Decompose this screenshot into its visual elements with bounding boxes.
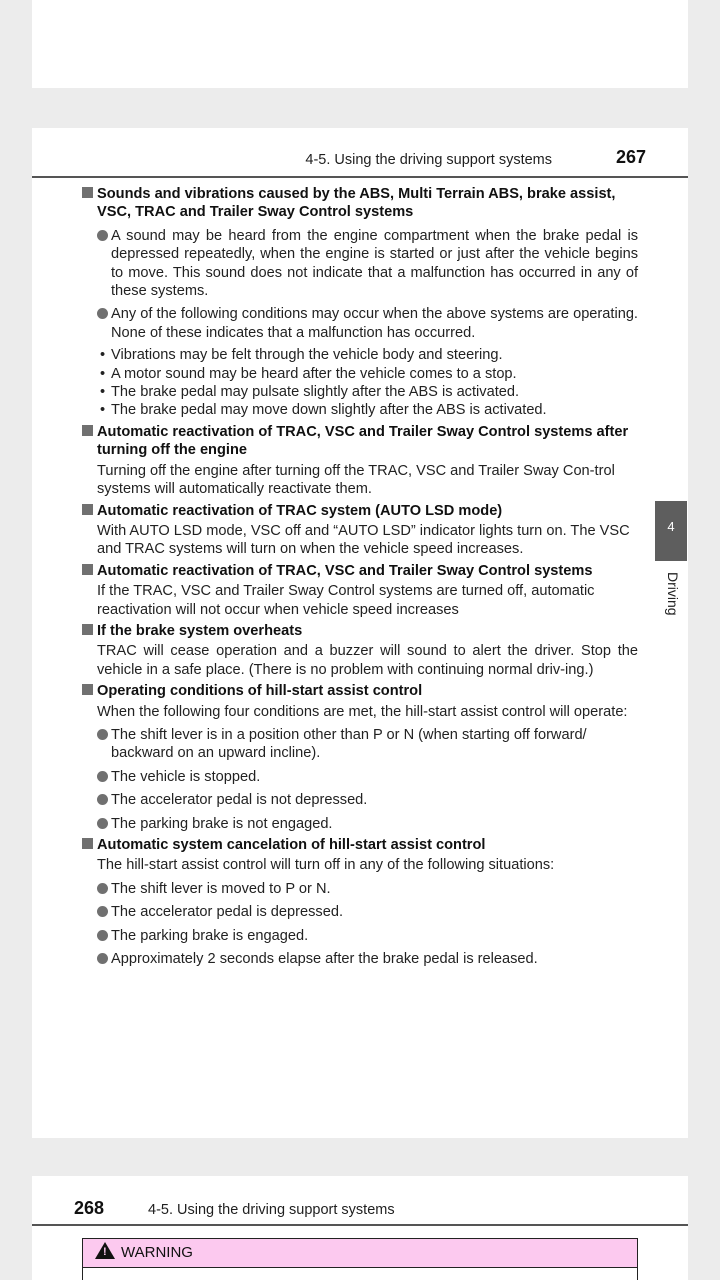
list-item: • The brake pedal may move down slightly after the ABS is activated. — [100, 402, 547, 419]
page-header — [32, 128, 688, 178]
list-item: • The brake pedal may pulsate slightly after the ABS is activated. — [100, 384, 520, 401]
heading-reactivation-engine-off: Automatic reactivation of TRAC, VSC and Trailer Sway Control systems after turning off the engine — [82, 423, 638, 460]
circle-bullet-icon — [97, 729, 108, 740]
page-267 — [32, 128, 688, 1138]
circle-bullet-icon — [97, 953, 108, 964]
bullet-icon: • — [100, 402, 106, 419]
circle-item: The parking brake is engaged. — [82, 927, 638, 945]
circle-bullet-icon — [97, 883, 108, 894]
warning-label: WARNING — [121, 1244, 193, 1261]
paragraph: TRAC will cease operation and a buzzer will sound to alert the driver. Stop the vehicle in a safe place. (There is no problem with continuing normal driv-ing.) — [97, 643, 638, 678]
previous-page — [32, 0, 688, 88]
bullet-icon: • — [100, 347, 106, 364]
page-header — [32, 1176, 688, 1226]
heading-reactivation: Automatic reactivation of TRAC, VSC and Trailer Sway Control systems — [82, 562, 638, 580]
circle-bullet-icon — [97, 771, 108, 782]
circle-bullet-icon — [97, 818, 108, 829]
warning-icon: ! — [95, 1242, 115, 1259]
square-bullet-icon — [82, 684, 93, 695]
circle-item: The vehicle is stopped. — [82, 768, 638, 786]
circle-item: The shift lever is in a position other than P or N (when starting off forward/ backward on an upward incline). — [82, 726, 638, 763]
circle-bullet-icon — [97, 230, 108, 241]
bullet-icon: • — [100, 365, 106, 382]
circle-bullet-icon — [97, 794, 108, 805]
warning-header — [83, 1239, 637, 1268]
circle-item: A sound may be heard from the engine compartment when the brake pedal is depressed repeatedly, when the engine is started or just after the vehicle begins to move. This sound does not indicate that a malfunction has occurred in any of these systems. — [82, 227, 638, 301]
section-title: 4-5. Using the driving support systems — [148, 1202, 395, 1218]
heading-brake-overheat: If the brake system overheats — [82, 622, 638, 640]
paragraph: Turning off the engine after turning off the TRAC, VSC and Trailer Sway Con-trol systems will automatically reactivate them. — [97, 462, 615, 498]
chapter-label: Driving — [665, 572, 681, 616]
circle-item: Approximately 2 seconds elapse after the brake pedal is released. — [82, 950, 638, 968]
list-item: • Vibrations may be felt through the vehicle body and steering. — [100, 347, 503, 364]
warning-box — [82, 1238, 638, 1280]
circle-item: The accelerator pedal is not depressed. — [82, 791, 638, 809]
square-bullet-icon — [82, 838, 93, 849]
page-number: 268 — [74, 1198, 105, 1218]
circle-item: The accelerator pedal is depressed. — [82, 903, 638, 921]
heading-abs-sounds: Sounds and vibrations caused by the ABS, Multi Terrain ABS, brake assist, VSC, TRAC and Trailer Sway Control systems — [82, 185, 638, 222]
square-bullet-icon — [82, 187, 93, 198]
circle-bullet-icon — [97, 308, 108, 319]
page-268 — [32, 1176, 688, 1280]
heading-auto-lsd: Automatic reactivation of TRAC system (AUTO LSD mode) — [82, 502, 638, 520]
circle-item: The parking brake is not engaged. — [82, 815, 638, 833]
paragraph: With AUTO LSD mode, VSC off and “AUTO LSD” indicator lights turn on. The VSC and TRAC systems will turn on when the vehicle speed increases. — [97, 522, 630, 558]
circle-item: Any of the following conditions may occur when the above systems are operating. None of these indicates that a malfunction has occurred. — [82, 305, 638, 342]
paragraph: When the following four conditions are met, the hill-start assist control will operate: — [97, 703, 628, 720]
list-item: • A motor sound may be heard after the vehicle comes to a stop. — [100, 365, 517, 382]
circle-item: The shift lever is moved to P or N. — [82, 880, 638, 898]
circle-bullet-icon — [97, 930, 108, 941]
heading-hill-start-cancel: Automatic system cancelation of hill-start assist control — [82, 836, 638, 854]
page-number: 267 — [615, 147, 646, 167]
bullet-icon: • — [100, 384, 106, 401]
chapter-tab[interactable]: 4 — [655, 501, 687, 561]
square-bullet-icon — [82, 564, 93, 575]
square-bullet-icon — [82, 624, 93, 635]
paragraph: The hill-start assist control will turn off in any of the following situations: — [97, 857, 555, 874]
circle-bullet-icon — [97, 906, 108, 917]
page-content — [82, 185, 638, 968]
square-bullet-icon — [82, 425, 93, 436]
section-title: 4-5. Using the driving support systems — [305, 152, 552, 168]
square-bullet-icon — [82, 504, 93, 515]
heading-hill-start-conditions: Operating conditions of hill-start assist control — [82, 682, 638, 700]
paragraph: If the TRAC, VSC and Trailer Sway Control systems are turned off, automatic reactivation will not occur when vehicle speed increases — [97, 583, 595, 618]
